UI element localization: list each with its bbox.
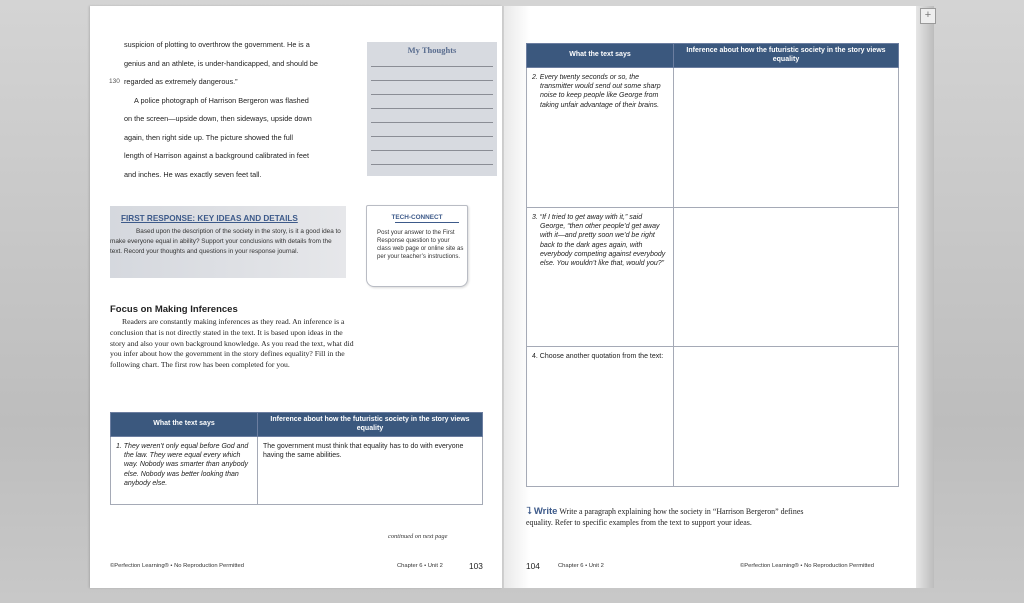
copyright-footer: ©Perfection Learning® • No Reproduction Permitted [110, 563, 244, 569]
inference-cell[interactable] [674, 347, 899, 487]
zoom-button[interactable]: + [920, 8, 936, 24]
writing-line [371, 80, 493, 81]
table-row [527, 208, 899, 347]
writing-line [371, 66, 493, 67]
table-row [527, 347, 899, 487]
quote-cell: 3. “If I tried to get away with it,” said George, “then other people’d get away with it—and pretty soon we’d be right back to the dark ages again, with everybody competing against everybody else. You wouldn’t like that, would you?” [527, 208, 674, 347]
story-line: again, then right side up. The picture showed the full [124, 132, 294, 142]
focus-body: Readers are constantly making inferences as they read. An inference is a conclusion that is not directly stated in the text. It is based upon ideas in the story and also your own background knowledge. As you read the text, what did you infer about how the government in the story defines equality? Fill in the following chart. The first row has been completed for you. [110, 317, 354, 370]
first-response-title: FIRST RESPONSE: KEY IDEAS AND DETAILS [121, 214, 298, 223]
inference-cell[interactable] [674, 208, 899, 347]
story-line: on the screen—upside down, then sideways, upside down [124, 114, 312, 123]
table-row [111, 437, 483, 505]
chapter-footer: Chapter 6 • Unit 2 [558, 563, 604, 569]
writing-line [371, 94, 493, 95]
tech-connect-box [366, 205, 468, 287]
column-header: Inference about how the futuristic society in the story views equality [258, 413, 483, 437]
table-row [527, 68, 899, 208]
story-line: and inches. He was exactly seven feet tall. [124, 169, 262, 179]
quote-cell: 1. They weren’t only equal before God and the law. They were equal every which way. Nobody was smarter than anybody else. Nobody was better looking than anybody else. [111, 437, 258, 505]
first-response-body: Based upon the description of the society in the story, is it a good idea to make everyone equal in ability? Support your conclusions with details from the text. Record your thoughts and questions in your response journal. [110, 228, 341, 255]
write-arrow-icon: ⮧ [526, 506, 532, 517]
continued-note: continued on next page [388, 533, 448, 540]
tech-connect-title: TECH-CONNECT [391, 214, 443, 221]
story-passage [109, 36, 360, 184]
left-page [90, 6, 502, 588]
copyright-footer: ©Perfection Learning® • No Reproduction Permitted [740, 563, 874, 569]
inference-cell[interactable] [674, 68, 899, 208]
writing-line [371, 108, 493, 109]
story-line: regarded as extremely dangerous.” [124, 77, 238, 86]
story-line: suspicion of plotting to overthrow the government. He is a [124, 40, 310, 49]
page-stack-edge [916, 6, 934, 588]
story-line: length of Harrison against a background calibrated in feet [124, 151, 309, 160]
right-page [504, 6, 916, 588]
inference-chart [110, 412, 483, 505]
writing-line [371, 136, 493, 137]
tech-connect-body: Post your answer to the First Response question to your class web page or online site as per your teacher’s instructions. [377, 229, 464, 260]
quote-cell[interactable]: 4. Choose another quotation from the text: [527, 347, 674, 487]
line-number: 130 [109, 78, 120, 85]
column-header: What the text says [527, 44, 674, 68]
column-header: Inference about how the futuristic society in the story views equality [674, 44, 899, 68]
inference-cell: The government must think that equality has to do with everyone having the same abilities. [258, 437, 483, 505]
my-thoughts-box [367, 42, 497, 176]
write-prompt [526, 506, 826, 528]
page-number: 104 [526, 561, 540, 571]
my-thoughts-title: My Thoughts [407, 45, 457, 55]
story-line: genius and an athlete, is under-handicapped, and should be [124, 58, 318, 68]
page-number: 103 [469, 561, 483, 571]
quote-cell: 2. Every twenty seconds or so, the transmitter would send out some sharp noise to keep people like George from taking unfair advantage of their brains. [527, 68, 674, 208]
chapter-footer: Chapter 6 • Unit 2 [397, 563, 443, 569]
story-line-numbered [109, 73, 360, 92]
writing-line [371, 122, 493, 123]
story-line: A police photograph of Harrison Bergeron was flashed [134, 95, 309, 105]
writing-line [371, 164, 493, 165]
write-body: Write a paragraph explaining how the society in “Harrison Bergeron” defines equality. Refer to specific examples from the text to support your ideas. [526, 507, 804, 527]
write-label: Write [533, 506, 558, 517]
first-response-box [110, 206, 346, 278]
tech-connect-rule [395, 222, 459, 223]
focus-heading: Focus on Making Inferences [110, 304, 238, 315]
inference-chart-continued [526, 43, 899, 487]
column-header: What the text says [111, 413, 258, 437]
writing-line [371, 150, 493, 151]
